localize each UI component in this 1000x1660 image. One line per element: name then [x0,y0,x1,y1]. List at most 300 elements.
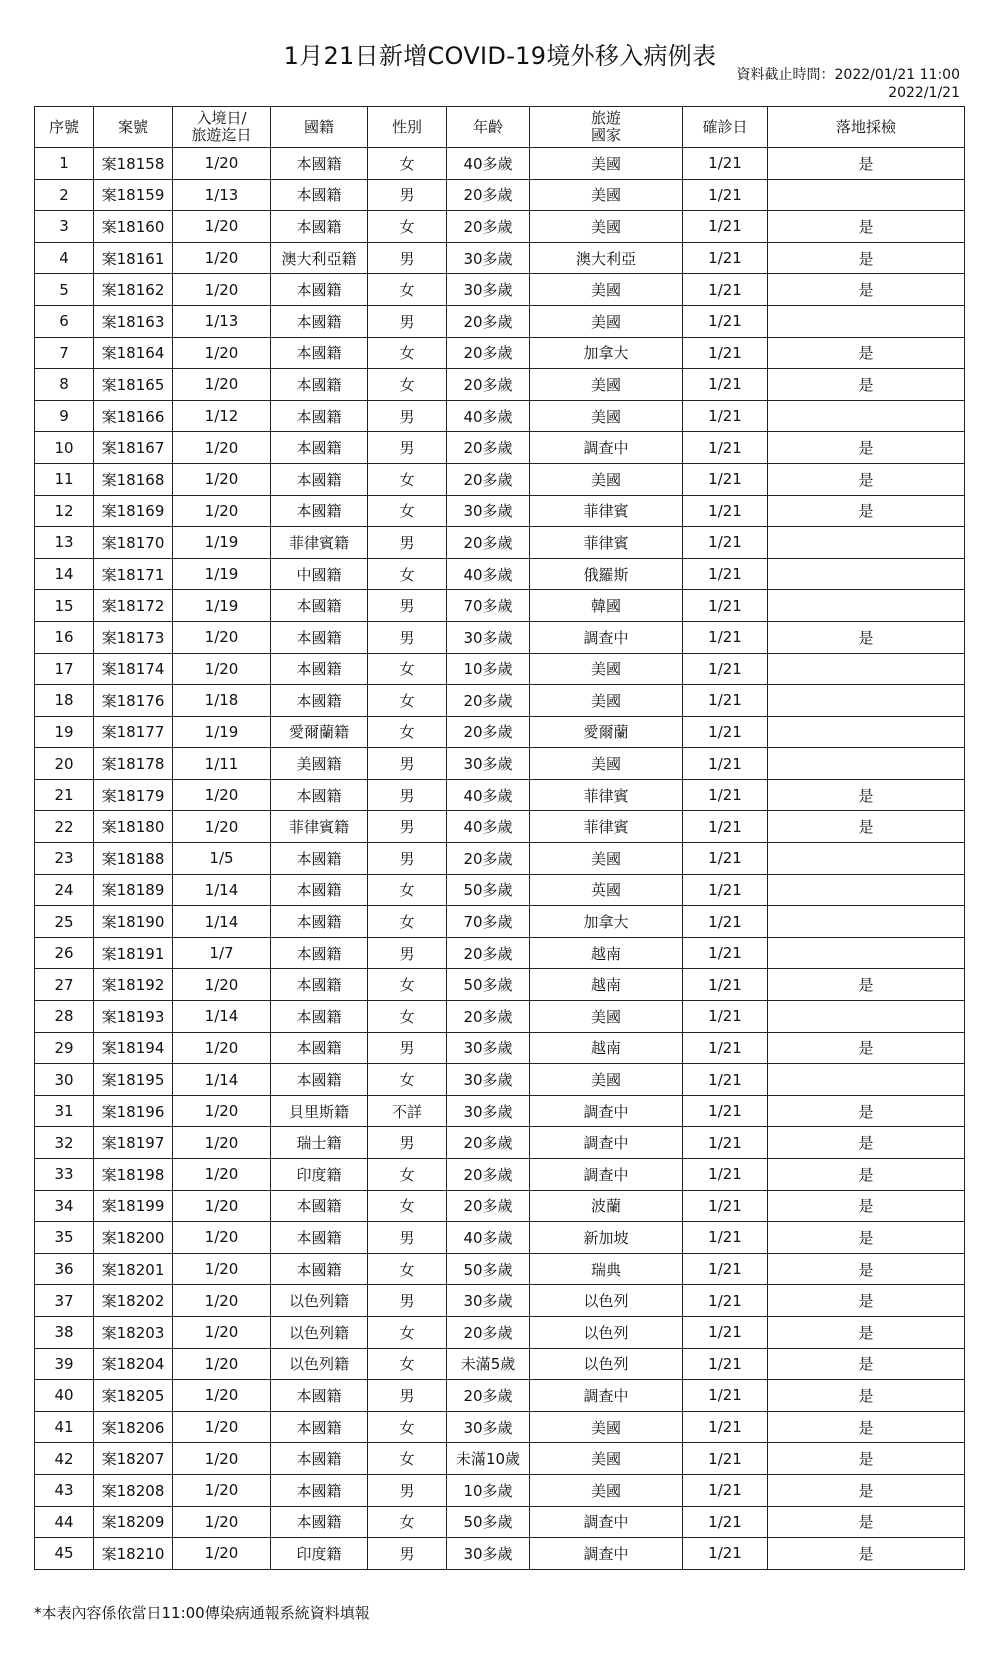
nationality-cell: 本國籍 [271,843,368,875]
diagnosis-date-cell: 1/21 [683,779,768,811]
case-table [34,106,965,1570]
diagnosis-date-cell: 1/21 [683,1032,768,1064]
age-cell: 未滿10歲 [447,1443,530,1475]
table-row [35,811,965,843]
airport-test-cell: 是 [768,1222,965,1254]
travel-country-cell: 美國 [530,1474,683,1506]
diagnosis-date-cell: 1/21 [683,148,768,180]
gender-cell: 女 [368,1253,447,1285]
travel-country-cell: 澳大利亞 [530,242,683,274]
seq-cell: 23 [35,843,94,875]
nationality-cell: 瑞士籍 [271,1127,368,1159]
airport-test-cell: 是 [768,779,965,811]
age-cell: 40多歲 [447,811,530,843]
gender-cell: 女 [368,653,447,685]
nationality-cell: 本國籍 [271,1443,368,1475]
diagnosis-date-cell: 1/21 [683,653,768,685]
diagnosis-date-cell: 1/21 [683,179,768,211]
diagnosis-date-cell: 1/21 [683,811,768,843]
travel-country-cell: 美國 [530,1411,683,1443]
table-row [35,1411,965,1443]
age-cell: 30多歲 [447,1095,530,1127]
gender-cell: 女 [368,1190,447,1222]
case-cell: 案18197 [94,1127,173,1159]
case-cell: 案18210 [94,1538,173,1570]
seq-cell: 20 [35,748,94,780]
seq-cell: 7 [35,337,94,369]
seq-cell: 36 [35,1253,94,1285]
gender-cell: 女 [368,495,447,527]
airport-test-cell: 是 [768,1253,965,1285]
entry-date-cell: 1/20 [173,1285,271,1317]
gender-cell: 男 [368,748,447,780]
nationality-cell: 中國籍 [271,558,368,590]
entry-date-cell: 1/20 [173,1443,271,1475]
age-cell: 70多歲 [447,906,530,938]
age-cell: 70多歲 [447,590,530,622]
airport-test-cell [768,179,965,211]
age-cell: 20多歲 [447,1127,530,1159]
case-cell: 案18179 [94,779,173,811]
table-row [35,1253,965,1285]
case-cell: 案18190 [94,906,173,938]
entry-date-cell: 1/20 [173,1127,271,1159]
diagnosis-date-cell: 1/21 [683,621,768,653]
entry-date-cell: 1/12 [173,400,271,432]
case-cell: 案18169 [94,495,173,527]
col-header-nationality: 國籍 [271,107,368,148]
table-row [35,1064,965,1096]
age-cell: 50多歲 [447,1253,530,1285]
diagnosis-date-cell: 1/21 [683,400,768,432]
nationality-cell: 本國籍 [271,1506,368,1538]
diagnosis-date-cell: 1/21 [683,242,768,274]
travel-country-cell: 調查中 [530,1095,683,1127]
travel-country-cell: 俄羅斯 [530,558,683,590]
age-cell: 20多歲 [447,685,530,717]
travel-country-cell: 美國 [530,211,683,243]
case-cell: 案18165 [94,369,173,401]
nationality-cell: 本國籍 [271,685,368,717]
nationality-cell: 本國籍 [271,779,368,811]
case-cell: 案18180 [94,811,173,843]
travel-country-cell: 調查中 [530,1506,683,1538]
nationality-cell: 本國籍 [271,463,368,495]
diagnosis-date-cell: 1/21 [683,1506,768,1538]
table-row [35,1190,965,1222]
case-cell: 案18199 [94,1190,173,1222]
table-row [35,337,965,369]
seq-cell: 9 [35,400,94,432]
airport-test-cell [768,716,965,748]
table-row [35,1032,965,1064]
travel-country-cell: 調查中 [530,1380,683,1412]
airport-test-cell: 是 [768,1411,965,1443]
table-row [35,148,965,180]
diagnosis-date-cell: 1/21 [683,906,768,938]
diagnosis-date-cell: 1/21 [683,969,768,1001]
seq-cell: 42 [35,1443,94,1475]
diagnosis-date-cell: 1/21 [683,1064,768,1096]
entry-date-cell: 1/19 [173,558,271,590]
airport-test-cell: 是 [768,432,965,464]
case-cell: 案18193 [94,1001,173,1033]
nationality-cell: 本國籍 [271,1001,368,1033]
travel-country-cell: 美國 [530,1064,683,1096]
seq-cell: 4 [35,242,94,274]
travel-country-cell: 美國 [530,369,683,401]
age-cell: 30多歲 [447,274,530,306]
entry-date-cell: 1/18 [173,685,271,717]
seq-cell: 31 [35,1095,94,1127]
seq-cell: 26 [35,937,94,969]
entry-date-cell: 1/20 [173,779,271,811]
diagnosis-date-cell: 1/21 [683,1348,768,1380]
entry-date-cell: 1/20 [173,495,271,527]
gender-cell: 女 [368,1348,447,1380]
nationality-cell: 本國籍 [271,621,368,653]
age-cell: 30多歲 [447,1285,530,1317]
entry-date-cell: 1/20 [173,242,271,274]
gender-cell: 女 [368,274,447,306]
seq-cell: 5 [35,274,94,306]
entry-date-cell: 1/14 [173,906,271,938]
table-row [35,1506,965,1538]
diagnosis-date-cell: 1/21 [683,1443,768,1475]
gender-cell: 男 [368,1474,447,1506]
age-cell: 20多歲 [447,211,530,243]
entry-date-cell: 1/20 [173,1222,271,1254]
nationality-cell: 本國籍 [271,495,368,527]
airport-test-cell: 是 [768,1285,965,1317]
diagnosis-date-cell: 1/21 [683,1474,768,1506]
table-row [35,590,965,622]
diagnosis-date-cell: 1/21 [683,1253,768,1285]
table-row [35,1316,965,1348]
case-cell: 案18172 [94,590,173,622]
airport-test-cell [768,590,965,622]
col-header-age: 年齡 [447,107,530,148]
age-cell: 20多歲 [447,369,530,401]
nationality-cell: 菲律賓籍 [271,527,368,559]
airport-test-cell: 是 [768,1538,965,1570]
gender-cell: 女 [368,1316,447,1348]
seq-cell: 8 [35,369,94,401]
travel-country-cell: 加拿大 [530,337,683,369]
gender-cell: 男 [368,621,447,653]
airport-test-cell [768,874,965,906]
case-cell: 案18174 [94,653,173,685]
seq-cell: 16 [35,621,94,653]
gender-cell: 男 [368,937,447,969]
gender-cell: 女 [368,1001,447,1033]
case-cell: 案18203 [94,1316,173,1348]
nationality-cell: 本國籍 [271,211,368,243]
table-row [35,1095,965,1127]
case-cell: 案18200 [94,1222,173,1254]
case-cell: 案18163 [94,305,173,337]
gender-cell: 女 [368,685,447,717]
nationality-cell: 本國籍 [271,148,368,180]
seq-cell: 33 [35,1159,94,1191]
age-cell: 30多歲 [447,1411,530,1443]
case-cell: 案18189 [94,874,173,906]
seq-cell: 44 [35,1506,94,1538]
gender-cell: 女 [368,874,447,906]
travel-country-cell: 美國 [530,748,683,780]
airport-test-cell [768,906,965,938]
nationality-cell: 本國籍 [271,1253,368,1285]
entry-date-cell: 1/7 [173,937,271,969]
age-cell: 20多歲 [447,305,530,337]
table-row [35,400,965,432]
table-row [35,1159,965,1191]
age-cell: 20多歲 [447,716,530,748]
case-cell: 案18176 [94,685,173,717]
entry-date-cell: 1/20 [173,1095,271,1127]
entry-date-cell: 1/20 [173,148,271,180]
case-cell: 案18209 [94,1506,173,1538]
age-cell: 20多歲 [447,527,530,559]
entry-date-cell: 1/20 [173,621,271,653]
airport-test-cell [768,527,965,559]
gender-cell: 男 [368,1538,447,1570]
travel-country-cell: 越南 [530,937,683,969]
age-cell: 20多歲 [447,843,530,875]
case-cell: 案18208 [94,1474,173,1506]
entry-date-cell: 1/20 [173,1348,271,1380]
entry-date-cell: 1/20 [173,1538,271,1570]
travel-country-cell: 菲律賓 [530,779,683,811]
case-cell: 案18177 [94,716,173,748]
entry-date-cell: 1/14 [173,1064,271,1096]
entry-date-cell: 1/20 [173,337,271,369]
airport-test-cell [768,1064,965,1096]
airport-test-cell: 是 [768,1316,965,1348]
age-cell: 20多歲 [447,1001,530,1033]
case-cell: 案18158 [94,148,173,180]
diagnosis-date-cell: 1/21 [683,274,768,306]
seq-cell: 11 [35,463,94,495]
diagnosis-date-cell: 1/21 [683,1411,768,1443]
case-cell: 案18168 [94,463,173,495]
age-cell: 30多歲 [447,1064,530,1096]
nationality-cell: 本國籍 [271,1222,368,1254]
gender-cell: 男 [368,779,447,811]
table-row [35,558,965,590]
travel-country-cell: 美國 [530,843,683,875]
travel-country-cell: 波蘭 [530,1190,683,1222]
age-cell: 30多歲 [447,748,530,780]
age-cell: 20多歲 [447,432,530,464]
table-row [35,969,965,1001]
nationality-cell: 以色列籍 [271,1348,368,1380]
table-row [35,779,965,811]
airport-test-cell [768,685,965,717]
airport-test-cell: 是 [768,1127,965,1159]
age-cell: 20多歲 [447,1159,530,1191]
airport-test-cell: 是 [768,369,965,401]
entry-date-cell: 1/20 [173,653,271,685]
table-row [35,1127,965,1159]
airport-test-cell: 是 [768,242,965,274]
seq-cell: 27 [35,969,94,1001]
gender-cell: 女 [368,463,447,495]
age-cell: 40多歲 [447,400,530,432]
airport-test-cell: 是 [768,463,965,495]
age-cell: 20多歲 [447,463,530,495]
diagnosis-date-cell: 1/21 [683,1127,768,1159]
diagnosis-date-cell: 1/21 [683,1159,768,1191]
seq-cell: 1 [35,148,94,180]
travel-country-cell: 美國 [530,400,683,432]
col-header-diagnosis-date: 確診日 [683,107,768,148]
airport-test-cell: 是 [768,1380,965,1412]
entry-date-cell: 1/11 [173,748,271,780]
table-row [35,748,965,780]
age-cell: 20多歲 [447,179,530,211]
nationality-cell: 印度籍 [271,1538,368,1570]
nationality-cell: 本國籍 [271,1380,368,1412]
entry-date-cell: 1/20 [173,432,271,464]
case-cell: 案18171 [94,558,173,590]
entry-date-cell: 1/20 [173,1411,271,1443]
nationality-cell: 美國籍 [271,748,368,780]
col-header-travel-country: 旅遊 國家 [530,107,683,148]
travel-country-cell: 美國 [530,148,683,180]
gender-cell: 女 [368,906,447,938]
airport-test-cell [768,653,965,685]
travel-country-cell: 調查中 [530,1159,683,1191]
nationality-cell: 本國籍 [271,1064,368,1096]
diagnosis-date-cell: 1/21 [683,1316,768,1348]
case-cell: 案18205 [94,1380,173,1412]
seq-cell: 25 [35,906,94,938]
seq-cell: 43 [35,1474,94,1506]
table-row [35,495,965,527]
travel-country-cell: 美國 [530,653,683,685]
airport-test-cell: 是 [768,274,965,306]
age-cell: 未滿5歲 [447,1348,530,1380]
table-row [35,1443,965,1475]
entry-date-cell: 1/5 [173,843,271,875]
nationality-cell: 本國籍 [271,1190,368,1222]
gender-cell: 男 [368,590,447,622]
nationality-cell: 本國籍 [271,305,368,337]
report-date: 2022/1/21 [888,85,960,101]
table-row [35,716,965,748]
age-cell: 10多歲 [447,1474,530,1506]
travel-country-cell: 菲律賓 [530,495,683,527]
airport-test-cell: 是 [768,1348,965,1380]
report-meta [737,66,961,102]
seq-cell: 2 [35,179,94,211]
seq-cell: 24 [35,874,94,906]
diagnosis-date-cell: 1/21 [683,463,768,495]
travel-country-cell: 美國 [530,274,683,306]
entry-date-cell: 1/19 [173,527,271,559]
entry-date-cell: 1/20 [173,811,271,843]
airport-test-cell: 是 [768,337,965,369]
airport-test-cell [768,843,965,875]
gender-cell: 不詳 [368,1095,447,1127]
entry-date-cell: 1/20 [173,463,271,495]
entry-date-cell: 1/20 [173,1474,271,1506]
diagnosis-date-cell: 1/21 [683,495,768,527]
table-row [35,242,965,274]
seq-cell: 35 [35,1222,94,1254]
age-cell: 20多歲 [447,337,530,369]
case-cell: 案18192 [94,969,173,1001]
travel-country-cell: 菲律賓 [530,527,683,559]
airport-test-cell [768,558,965,590]
seq-cell: 17 [35,653,94,685]
seq-cell: 39 [35,1348,94,1380]
travel-country-cell: 英國 [530,874,683,906]
age-cell: 20多歲 [447,937,530,969]
seq-cell: 29 [35,1032,94,1064]
table-body [35,148,965,1570]
case-cell: 案18188 [94,843,173,875]
diagnosis-date-cell: 1/21 [683,369,768,401]
case-cell: 案18173 [94,621,173,653]
entry-date-cell: 1/13 [173,305,271,337]
travel-country-cell: 以色列 [530,1285,683,1317]
case-cell: 案18161 [94,242,173,274]
travel-country-cell: 韓國 [530,590,683,622]
seq-cell: 18 [35,685,94,717]
table-row [35,369,965,401]
col-header-gender: 性別 [368,107,447,148]
table-row [35,1222,965,1254]
airport-test-cell: 是 [768,211,965,243]
gender-cell: 女 [368,1506,447,1538]
gender-cell: 男 [368,400,447,432]
gender-cell: 女 [368,1411,447,1443]
nationality-cell: 以色列籍 [271,1285,368,1317]
nationality-cell: 貝里斯籍 [271,1095,368,1127]
seq-cell: 10 [35,432,94,464]
seq-cell: 30 [35,1064,94,1096]
table-row [35,906,965,938]
table-row [35,937,965,969]
travel-country-cell: 美國 [530,305,683,337]
case-cell: 案18167 [94,432,173,464]
travel-country-cell: 愛爾蘭 [530,716,683,748]
diagnosis-date-cell: 1/21 [683,843,768,875]
gender-cell: 男 [368,1380,447,1412]
age-cell: 20多歲 [447,1316,530,1348]
page-title: 1月21日新增COVID-19境外移入病例表 [283,42,717,70]
travel-country-cell: 美國 [530,179,683,211]
case-cell: 案18204 [94,1348,173,1380]
table-row [35,432,965,464]
nationality-cell: 本國籍 [271,274,368,306]
travel-country-cell: 美國 [530,685,683,717]
entry-date-cell: 1/20 [173,1032,271,1064]
col-header-airport-test: 落地採檢 [768,107,965,148]
travel-country-cell: 越南 [530,1032,683,1064]
table-row [35,1538,965,1570]
gender-cell: 男 [368,527,447,559]
table-row [35,179,965,211]
airport-test-cell [768,937,965,969]
seq-cell: 21 [35,779,94,811]
nationality-cell: 本國籍 [271,432,368,464]
diagnosis-date-cell: 1/21 [683,337,768,369]
seq-cell: 3 [35,211,94,243]
travel-country-cell: 加拿大 [530,906,683,938]
